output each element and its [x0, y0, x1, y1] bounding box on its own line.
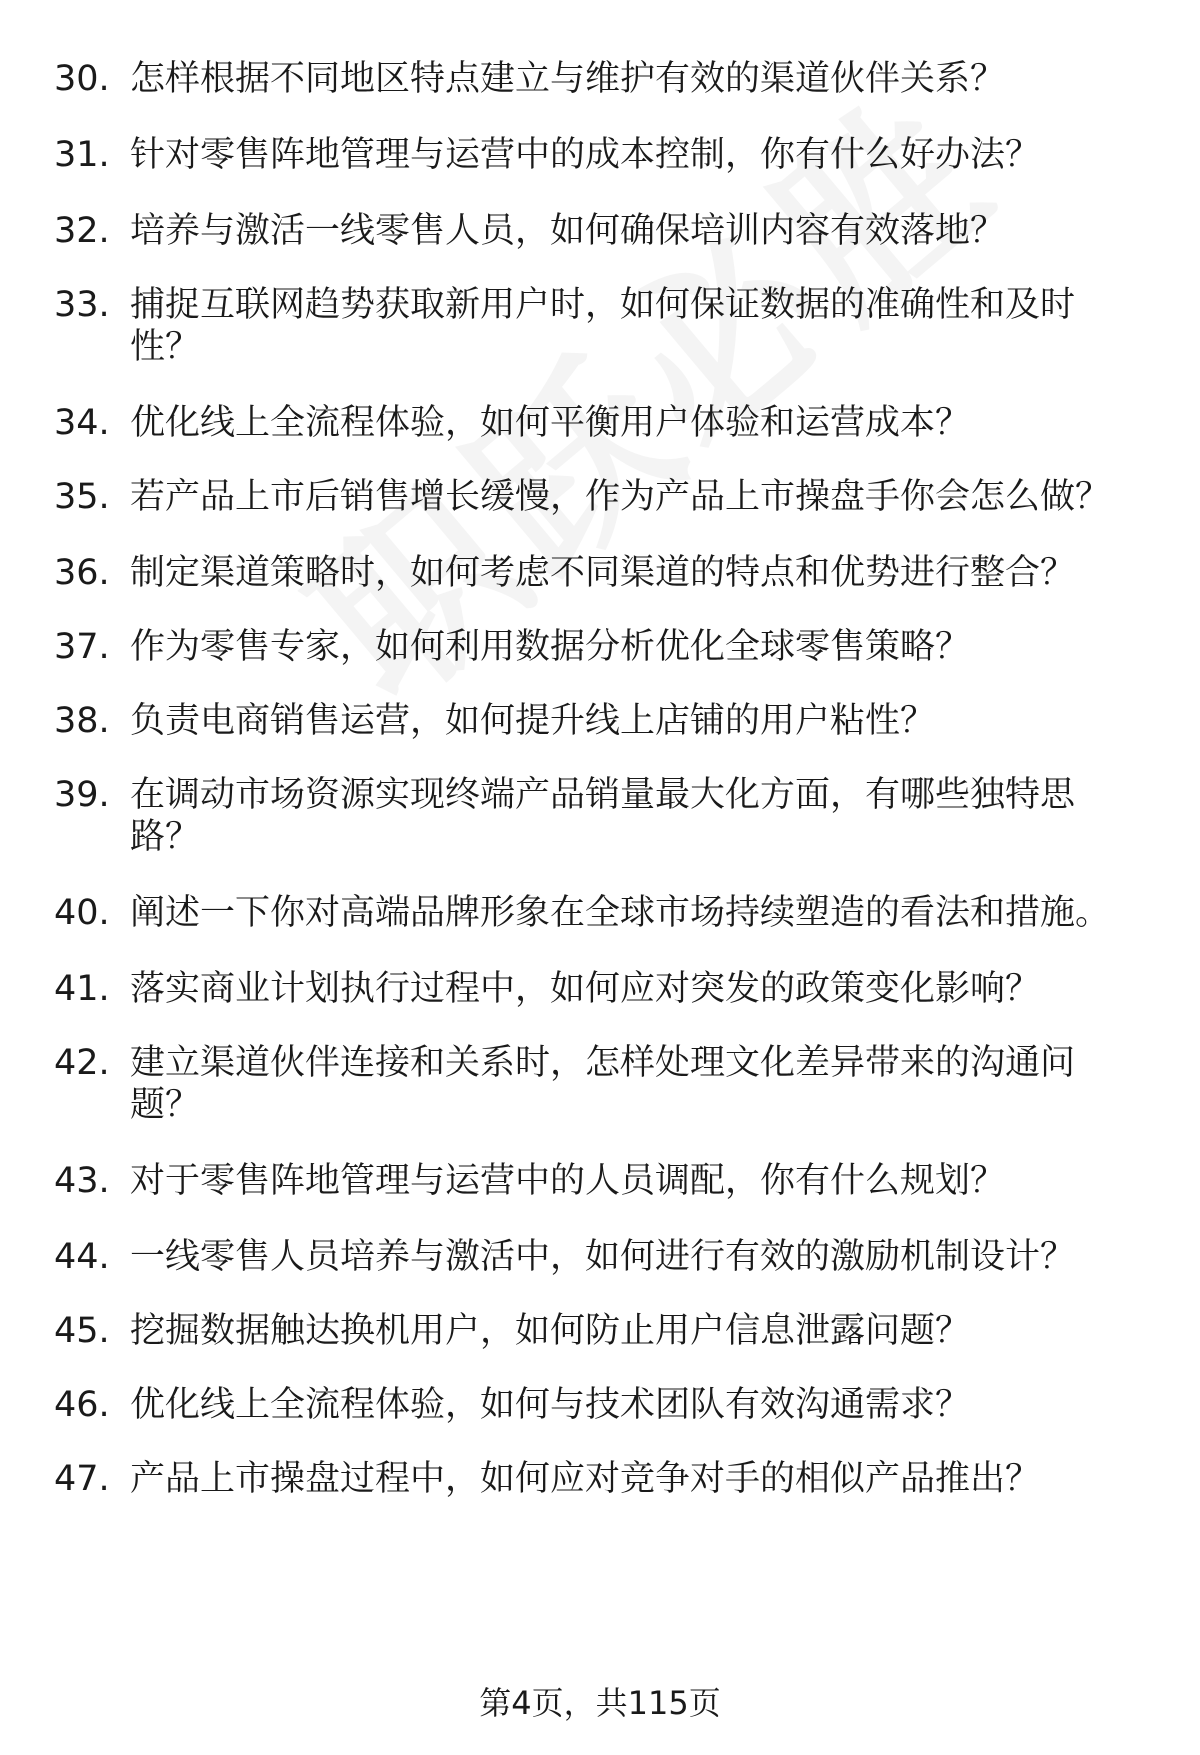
question-text: 在调动市场资源实现终端产品销量最大化方面，有哪些独特思路？	[130, 775, 1076, 857]
question-number: 30.	[54, 59, 110, 99]
question-number: 31.	[54, 135, 110, 175]
page-number-footer: 第4页，共115页	[479, 1684, 721, 1722]
question-text: 优化线上全流程体验，如何与技术团队有效沟通需求？	[130, 1385, 971, 1425]
question-text: 产品上市操盘过程中，如何应对竞争对手的相似产品推出？	[130, 1459, 1041, 1499]
question-text: 针对零售阵地管理与运营中的成本控制，你有什么好办法？	[130, 135, 1041, 175]
question-number: 43.	[54, 1161, 110, 1201]
question-text: 对于零售阵地管理与运营中的人员调配，你有什么规划？	[130, 1161, 1006, 1201]
question-number: 36.	[54, 553, 110, 593]
question-number: 35.	[54, 477, 110, 517]
question-number: 32.	[54, 211, 110, 251]
question-number: 39.	[54, 775, 110, 815]
question-number: 38.	[54, 701, 110, 741]
question-text: 一线零售人员培养与激活中，如何进行有效的激励机制设计？	[130, 1237, 1076, 1277]
question-text: 捕捉互联网趋势获取新用户时，如何保证数据的准确性和及时性？	[130, 285, 1076, 367]
question-text: 负责电商销售运营，如何提升线上店铺的用户粘性？	[130, 701, 936, 741]
question-text: 优化线上全流程体验，如何平衡用户体验和运营成本？	[130, 403, 971, 443]
question-number: 34.	[54, 403, 110, 443]
question-text: 若产品上市后销售增长缓慢，作为产品上市操盘手你会怎么做？	[130, 477, 1111, 517]
question-number: 45.	[54, 1311, 110, 1351]
question-number: 47.	[54, 1459, 110, 1499]
question-text: 怎样根据不同地区特点建立与维护有效的渠道伙伴关系？	[130, 59, 1006, 99]
question-text: 培养与激活一线零售人员，如何确保培训内容有效落地？	[130, 211, 1006, 251]
question-text: 阐述一下你对高端品牌形象在全球市场持续塑造的看法和措施。	[130, 893, 1111, 933]
question-number: 42.	[54, 1043, 110, 1083]
question-text: 挖掘数据触达换机用户，如何防止用户信息泄露问题？	[130, 1311, 971, 1351]
question-number: 40.	[54, 893, 110, 933]
question-number: 46.	[54, 1385, 110, 1425]
question-text: 制定渠道策略时，如何考虑不同渠道的特点和优势进行整合？	[130, 553, 1076, 593]
question-text: 落实商业计划执行过程中，如何应对突发的政策变化影响？	[130, 969, 1041, 1009]
question-number: 33.	[54, 285, 110, 325]
question-number: 44.	[54, 1237, 110, 1277]
question-number: 41.	[54, 969, 110, 1009]
question-text: 作为零售专家，如何利用数据分析优化全球零售策略？	[130, 627, 971, 667]
question-text: 建立渠道伙伴连接和关系时，怎样处理文化差异带来的沟通问题？	[130, 1043, 1076, 1125]
question-number: 37.	[54, 627, 110, 667]
